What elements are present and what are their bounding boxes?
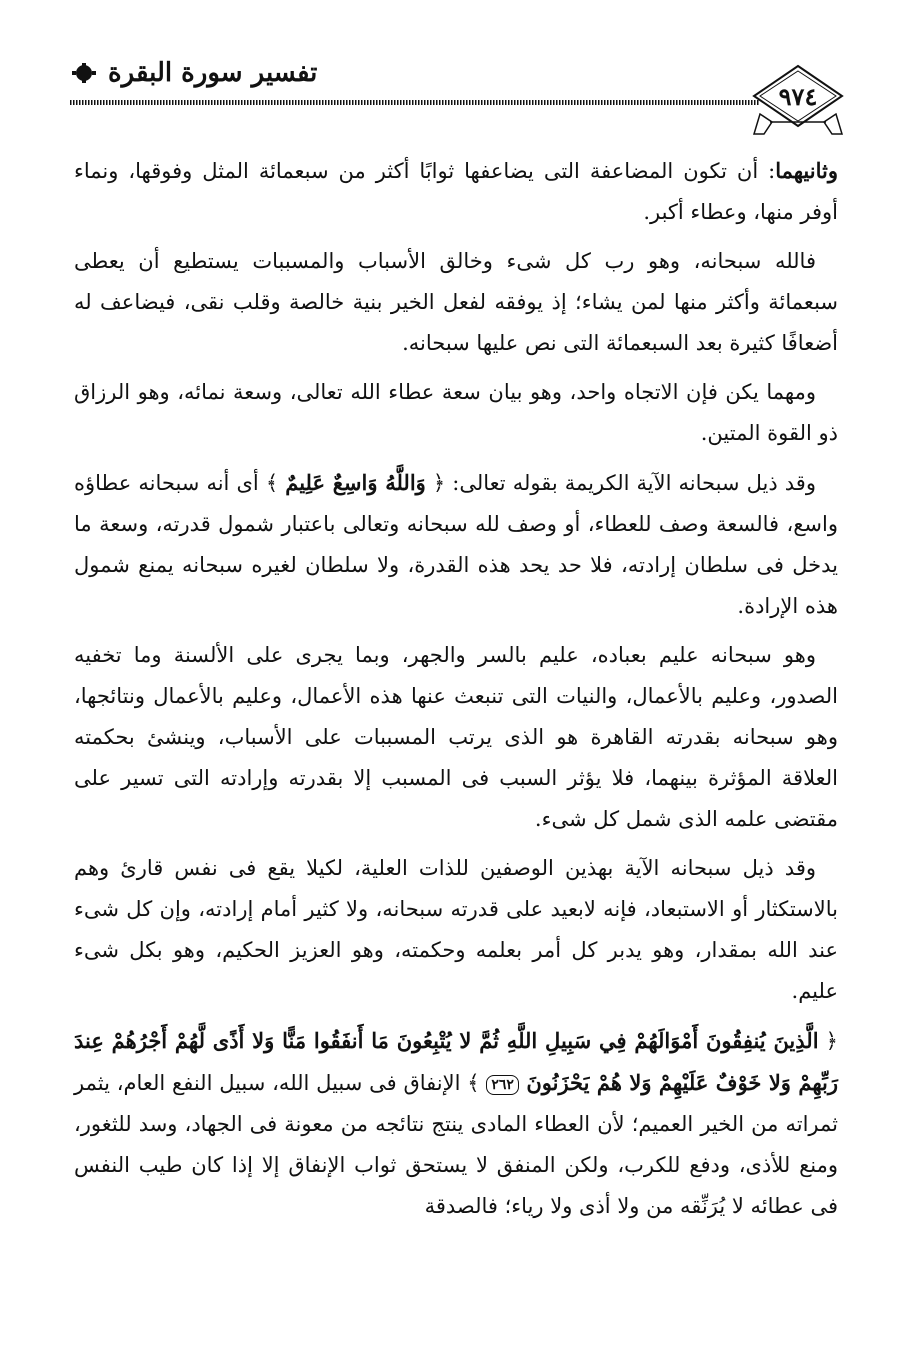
paragraph: وهو سبحانه عليم بعباده، عليم بالسر والجهر، وبما يجرى على الألسنة وما تخفيه الصدور، وعليم بالأعمال، والنيات التى تنبعث عنها هذه الأعمال، وعليم بالأعمال ونتائجها، وهو سبحانه بقدرته القاهرة هو الذى يرتب المسببات على الأسباب، وينشئ بحكمته العلاقة المؤثرة بينهما، فلا يؤثر السبب فى المسبب إلا بقدرته وإرادته التى تسير على مقتضى علمه الذى شمل كل شىء.	[74, 643, 838, 831]
paragraph	[74, 150, 838, 233]
paragraph: وقد ذيل سبحانه الآية بهذين الوصفين للذات العلية، لكيلا يقع فى نفس قارئ وهم بالاستكثار أو الاستبعاد، فإنه لابعيد على قدرته سبحانه، ولا كثير أمام إرادته، وإن كل شىء عند الله بمقدار، وهو يدبر كل أمر بعلمه وحكمته، وهو العزيز الحكيم، وهو بكل شىء عليم.	[74, 856, 838, 1003]
paragraph-text: وقد ذيل سبحانه الآية الكريمة بقوله تعالى:	[445, 471, 816, 495]
running-header	[70, 58, 317, 88]
paragraph	[74, 462, 838, 627]
body-text	[74, 150, 838, 1235]
header-rule	[70, 100, 760, 105]
quran-verse: ﴿ الَّذِينَ يُنفِقُونَ أَمْوَالَهُمْ فِي سَبِيلِ اللَّهِ ثُمَّ لا يُتْبِعُونَ مَا أَنفَقُوا مَنًّا وَلا أَذًى لَّهُمْ أَجْرُهُمْ عِندَ رَبِّهِمْ وَلا خَوْفٌ عَلَيْهِمْ وَلا هُمْ يَحْزَنُونَ ٢٦٢ ﴾	[74, 1028, 839, 1095]
paragraph	[74, 1020, 838, 1227]
ornament-icon	[70, 62, 98, 84]
paragraph: ومهما يكن فإن الاتجاه واحد، وهو بيان سعة عطاء الله تعالى، وسعة نمائه، وهو الرزاق ذو القوة المتين.	[74, 380, 838, 445]
ayah-number: ٢٦٢	[486, 1075, 519, 1095]
paragraph-text: أى أنه سبحانه عطاؤه واسع، فالسعة وصف للعطاء، أو وصف لله سبحانه وتعالى باعتبار شمول قدرته، وسعة ما يدخل فى سلطان إرادته، فلا حد يحد هذه القدرة، ولا سلطان لغيره سبحانه يمنع شمول هذه الإرادة.	[74, 471, 838, 618]
paragraph: فالله سبحانه، وهو رب كل شىء وخالق الأسباب والمسببات يستطيع أن يعطى سبعمائة وأكثر منها لمن يشاء؛ إذ يوفقه لفعل الخير بنية خالصة وقلب نقى، فيضاعف له أضعافًا كثيرة بعد السبعمائة التى نص عليها سبحانه.	[74, 249, 838, 355]
paragraph-text: : أن تكون المضاعفة التى يضاعفها ثوابًا أكثر من سبعمائة المثل وفوقها، ونماء أوفر منها، وعطاء أكبر.	[74, 159, 838, 224]
page-number: ٩٧٤	[778, 82, 818, 111]
quran-verse: ﴿ وَاللَّهُ وَاسِعٌ عَلِيمٌ ﴾	[265, 470, 446, 495]
surah-title: تفسير سورة البقرة	[108, 58, 318, 88]
paragraph-text: الإنفاق فى سبيل الله، سبيل النفع العام، يثمر ثمراته من الخير العميم؛ لأن العطاء المادى ينتج نتائجه من معونة فى الجهاد، وسد للثغور، ومنع للأذى، ودفع للكرب، ولكن المنفق لا يستحق ثواب الإنفاق إلا إذا كان طيب النفس فى عطائه لا يُرَنِّقه من ولا أذى ولا رياء؛ فالصدقة	[74, 1071, 838, 1218]
paragraph-lead: وثانيهما	[775, 158, 838, 183]
